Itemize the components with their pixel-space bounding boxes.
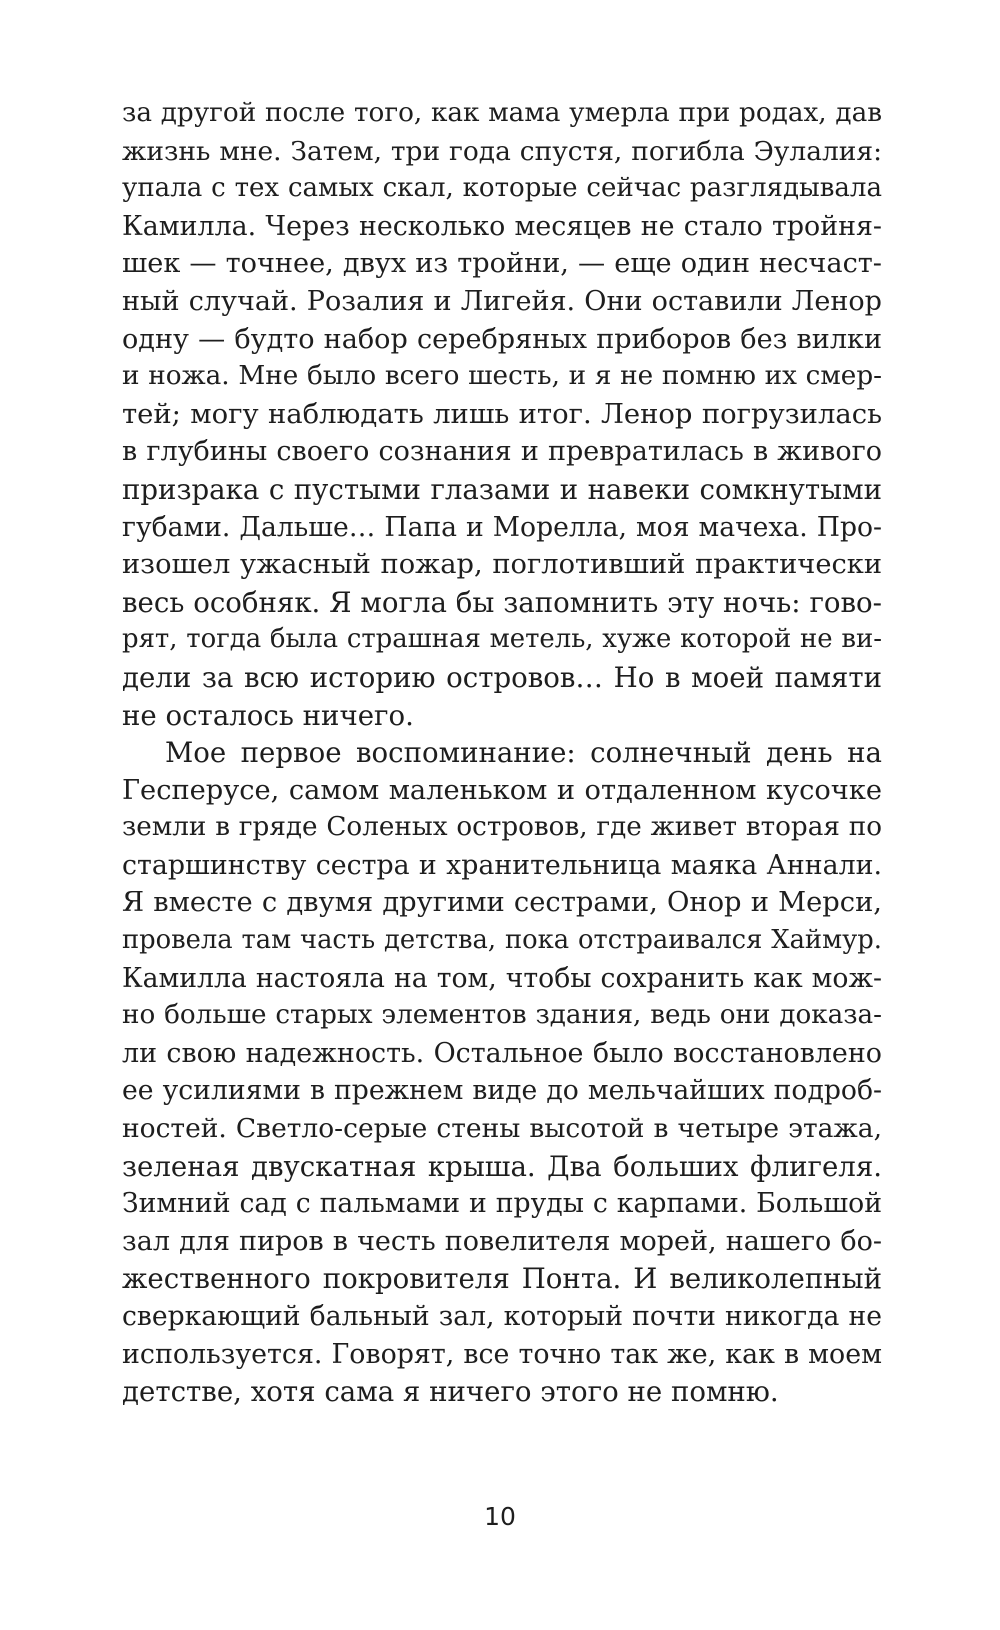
text-line-first: Мое первое воспоминание: солнечный день на	[165, 736, 882, 770]
text-line: ли свою надежность. Остальное было восстановлено	[122, 1037, 882, 1069]
text-line: зал для пиров в честь повелителя морей, нашего бо-	[122, 1225, 882, 1257]
text-line: губами. Дальше… Папа и Морелла, моя мачеха. Про-	[122, 511, 882, 543]
text-line: жизнь мне. Затем, три года спустя, погибла Эулалия:	[122, 135, 882, 167]
text-line: упала с тех самых скал, которые сейчас разглядывала	[122, 173, 882, 204]
text-line: рят, тогда была страшная метель, хуже которой не ви-	[122, 624, 882, 655]
text-line: Камилла настояла на том, чтобы сохранить как мож-	[122, 962, 882, 994]
text-line: зеленая двускатная крыша. Два больших флигеля.	[122, 1149, 882, 1183]
text-line: шек — точнее, двух из тройни, — еще один несчаст-	[122, 248, 882, 280]
text-line: используется. Говорят, все точно так же, как в моем	[122, 1338, 882, 1370]
text-line: одну — будто набор серебряных приборов без вилки	[122, 323, 882, 355]
text-line: тей; могу наблюдать лишь итог. Ленор погрузилась	[122, 398, 882, 430]
text-line: старшинству сестра и хранительница маяка Аннали.	[122, 849, 882, 881]
text-line: за другой после того, как мама умерла при родах, дав	[122, 98, 882, 128]
text-line: ностей. Светло-серые стены высотой в четыре этажа,	[122, 1113, 882, 1145]
text-line: ный случай. Розалия и Лигейя. Они оставили Ленор	[122, 285, 882, 317]
text-line: но больше старых элементов здания, ведь они доказа-	[122, 1000, 882, 1031]
text-line: провела там часть детства, пока отстраивался Хаймур.	[122, 925, 882, 956]
text-line: жественного покровителя Понта. И великолепный	[122, 1262, 882, 1296]
text-line: ее усилиями в прежнем виде до мельчайших подроб-	[122, 1075, 882, 1107]
text-line: весь особняк. Я могла бы запомнить эту ночь: гово-	[122, 585, 882, 619]
text-line: Гесперусе, самом маленьком и отдаленном кусочке	[122, 774, 882, 806]
body-text	[122, 95, 882, 1411]
text-line: и ножа. Мне было всего шесть, и я не помню их смер-	[122, 361, 882, 392]
text-line: Зимний сад с пальмами и пруды с карпами. Большой	[122, 1188, 882, 1220]
text-line: земли в гряде Соленых островов, где живет вторая по	[122, 812, 882, 843]
text-line: изошел ужасный пожар, поглотивший практически	[122, 549, 882, 581]
text-line: детстве, хотя сама я ничего этого не помню.	[122, 1375, 779, 1409]
page-number: 10	[484, 1502, 516, 1531]
text-line: сверкающий бальный зал, который почти никогда не	[122, 1301, 882, 1332]
text-line: дели за всю историю островов… Но в моей памяти	[122, 660, 882, 694]
text-line: Я вместе с двумя другими сестрами, Онор и Мерси,	[122, 887, 882, 919]
text-line: в глубины своего сознания и превратилась в живого	[122, 436, 882, 468]
text-line: Камилла. Через несколько месяцев не стало тройня-	[122, 210, 882, 242]
text-line: призрака с пустыми глазами и навеки сомкнутыми	[122, 472, 882, 506]
text-line: не осталось ничего.	[122, 698, 414, 732]
